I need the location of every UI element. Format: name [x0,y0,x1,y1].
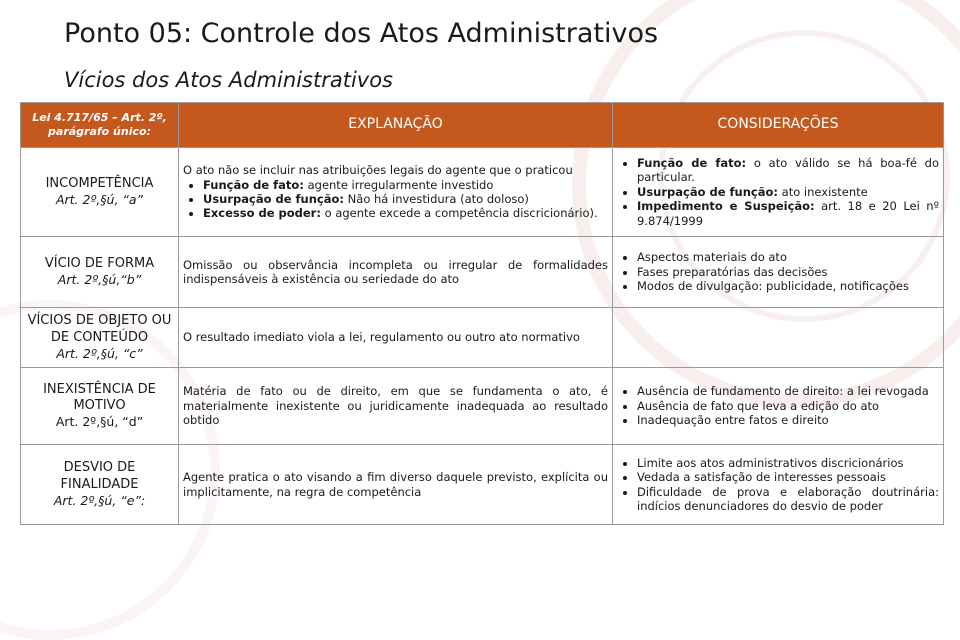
row-name: INCOMPETÊNCIA [45,176,154,192]
list-item: • Usurpação de função: ato inexistente [637,185,939,199]
row-ref: Art. 2º,§ú,“b” [57,272,142,288]
considerations-list [617,384,939,427]
considerations-list [617,156,939,228]
row-name: VÍCIOS DE OBJETO OU DE CONTEÚDO [27,313,172,345]
list-item: • Aspectos materiais do ato [637,250,939,264]
header-law: Lei 4.717/65 – Art. 2º, parágrafo único: [21,103,179,148]
row-name: INEXISTÊNCIA DE MOTIVO [43,381,156,414]
row-ref: Art. 2º,§ú, “a” [55,192,144,208]
list-item: • Limite aos atos administrativos discricionários [637,456,939,470]
considerations-list [617,250,939,293]
row-name-cell [21,237,179,308]
slide-title: Ponto 05: Controle dos Atos Administrativos [64,18,659,49]
header-explanation: EXPLANAÇÃO [179,103,613,148]
row-ref: Art. 2º,§ú, “e”: [53,492,146,508]
explanation-cell: Omissão ou observância incompleta ou irregular de formalidades indispensáveis à existência ou seriedade do ato [179,237,613,308]
considerations-cell [613,368,944,445]
row-ref: Art. 2º,§ú, “c” [56,345,143,361]
list-item: • Usurpação de função: Não há investidura (ato doloso) [203,192,608,206]
list-item: • Modos de divulgação: publicidade, notificações [637,279,939,293]
table-row [21,237,944,308]
considerations-list [617,456,939,514]
explanation-cell: Matéria de fato ou de direito, em que se fundamenta o ato, é materialmente inexistente ou juridicamente inadequada ao resultado obtido [179,368,613,445]
list-item: • Função de fato: agente irregularmente investido [203,178,608,192]
table-row [21,148,944,237]
row-name-cell [21,445,179,525]
row-name: VÍCIO DE FORMA [44,256,155,272]
table-row [21,368,944,445]
explanation-cell: Agente pratica o ato visando a fim diverso daquele previsto, explícita ou implicitamente, na regra de competência [179,445,613,525]
list-item: • Excesso de poder: o agente excede a competência discricionário). [203,206,608,220]
list-item: • Dificuldade de prova e elaboração doutrinária: indícios denunciadores do desvio de poder [637,485,939,514]
considerations-cell [613,308,944,368]
list-item: • Vedada a satisfação de interesses pessoais [637,470,939,484]
table-row [21,308,944,368]
row-name-cell [21,148,179,237]
list-item: • Ausência de fato que leva a edição do ato [637,399,939,413]
considerations-cell [613,445,944,525]
vices-table [20,102,944,525]
list-item: • Ausência de fundamento de direito: a lei revogada [637,384,939,398]
list-item: • Inadequação entre fatos e direito [637,413,939,427]
row-name-cell [21,368,179,445]
list-item: • Impedimento e Suspeição: art. 18 e 20 Lei nº 9.874/1999 [637,199,939,228]
slide-subtitle: Vícios dos Atos Administrativos [64,68,393,92]
explanation-cell: O resultado imediato viola a lei, regulamento ou outro ato normativo [179,308,613,368]
row-name-cell [21,308,179,368]
list-item: • Função de fato: o ato válido se há boa-fé do particular. [637,156,939,185]
row-name: DESVIO DE FINALIDADE [60,460,139,492]
considerations-cell [613,148,944,237]
considerations-cell [613,237,944,308]
table-header-row [21,103,944,148]
row-ref: Art. 2º,§ú, “d” [55,414,144,430]
header-considerations: CONSIDERAÇÕES [613,103,944,148]
explanation-list [183,178,608,221]
table-row [21,445,944,525]
explanation-cell [179,148,613,237]
list-item: • Fases preparatórias das decisões [637,265,939,279]
explanation-intro: O ato não se incluir nas atribuições legais do agente que o praticou [183,163,573,178]
